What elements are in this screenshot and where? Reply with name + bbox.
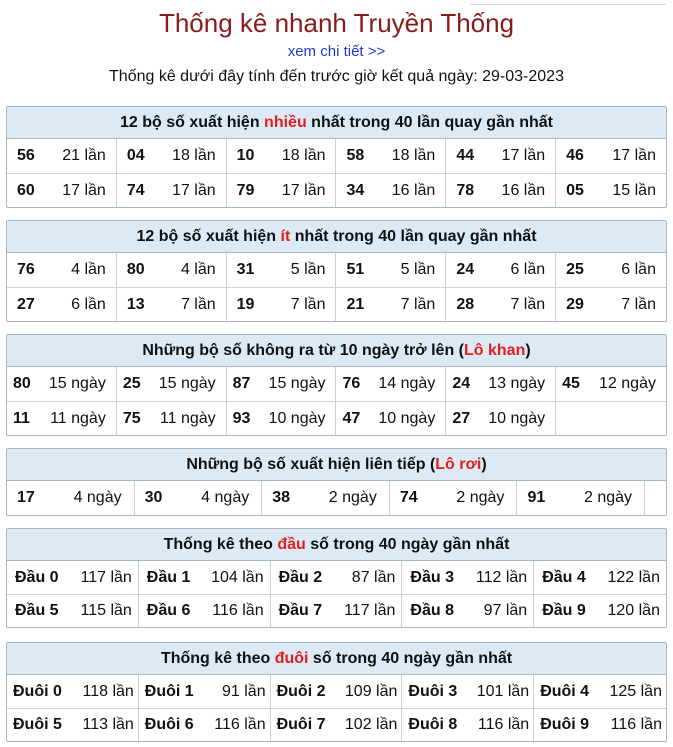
lo-khan-section <box>6 334 667 436</box>
stat-cell: 24 13 ngày <box>446 367 556 401</box>
least-frequent-row <box>7 253 666 287</box>
stat-cell: Đầu 8 97 lần <box>402 595 534 627</box>
dau-row <box>7 594 666 627</box>
stat-cell: 17 4 ngày <box>7 481 135 515</box>
top-divider <box>470 4 666 5</box>
stats-date-subtitle: Thống kê dưới đây tính đến trước giờ kết quả ngày: 29-03-2023 <box>109 68 564 85</box>
stat-cell: Đuôi 3 101 lần <box>402 675 534 708</box>
stat-cell: 27 6 lần <box>7 288 117 321</box>
stat-cell: 74 2 ngày <box>390 481 518 515</box>
stat-cell: Đầu 1 104 lần <box>139 561 271 594</box>
stat-cell: 80 4 lần <box>117 253 227 287</box>
stat-cell: 76 14 ngày <box>336 367 446 401</box>
stat-cell: 29 7 lần <box>566 295 656 313</box>
duoi-row <box>7 708 666 741</box>
stat-cell: 10 18 lần <box>227 139 337 173</box>
stat-cell: Đầu 7 117 lần <box>271 595 403 627</box>
lo-khan-row <box>7 401 666 435</box>
stat-cell: 31 5 lần <box>227 253 337 287</box>
least-frequent-title: 12 bộ số xuất hiện ít nhất trong 40 lần quay gần nhất <box>7 221 666 253</box>
page-title: Thống kê nhanh Truyền Thống <box>158 8 515 38</box>
stat-cell: Đầu 3 112 lần <box>402 561 534 594</box>
stat-cell: Đuôi 2 109 lần <box>271 675 403 708</box>
stat-cell: 30 4 ngày <box>135 481 263 515</box>
stat-cell: Đầu 2 87 lần <box>271 561 403 594</box>
stat-cell: 38 2 ngày <box>262 481 390 515</box>
empty-cell <box>556 402 666 435</box>
stat-cell: 87 15 ngày <box>227 367 337 401</box>
stat-cell: 27 10 ngày <box>446 402 556 435</box>
stat-cell: 21 7 lần <box>336 288 446 321</box>
lo-roi-title: Những bộ số xuất hiện liên tiếp (Lô rơi) <box>7 449 666 481</box>
most-frequent-row <box>7 139 666 173</box>
stat-cell: 44 17 lần <box>446 139 556 173</box>
stat-cell: Đuôi 6 116 lần <box>139 709 271 741</box>
duoi-section <box>6 642 667 742</box>
stat-cell: Đầu 5 115 lần <box>7 595 139 627</box>
stat-cell: 28 7 lần <box>446 288 556 321</box>
duoi-row <box>7 675 666 708</box>
stat-cell: 04 18 lần <box>117 139 227 173</box>
page-header <box>0 6 673 88</box>
stat-cell: 24 6 lần <box>446 253 556 287</box>
stat-cell: 78 16 lần <box>446 174 556 207</box>
least-frequent-row <box>7 287 666 321</box>
stat-cell: 45 12 ngày <box>562 375 656 392</box>
lo-khan-title: Những bộ số không ra từ 10 ngày trở lên (Lô khan) <box>7 335 666 367</box>
stat-cell: 93 10 ngày <box>227 402 337 435</box>
dau-section <box>6 528 667 628</box>
stat-cell: Đầu 4 122 lần <box>542 568 660 586</box>
stat-cell: Đuôi 1 91 lần <box>139 675 271 708</box>
stat-cell: Đuôi 5 113 lần <box>7 709 139 741</box>
stat-cell: Đuôi 9 116 lần <box>540 716 662 733</box>
most-frequent-title: 12 bộ số xuất hiện nhiều nhất trong 40 lần quay gần nhất <box>7 107 666 139</box>
stat-cell: Đuôi 8 116 lần <box>402 709 534 741</box>
stat-cell: 05 15 lần <box>566 181 656 199</box>
stat-cell: 56 21 lần <box>7 139 117 173</box>
most-frequent-section <box>6 106 667 208</box>
stat-cell: 13 7 lần <box>117 288 227 321</box>
stat-cell: 80 15 ngày <box>7 367 117 401</box>
stat-cell: 91 2 ngày <box>517 481 645 515</box>
stat-cell: Đuôi 4 125 lần <box>540 682 662 700</box>
duoi-title: Thống kê theo đuôi số trong 40 ngày gần nhất <box>7 643 666 675</box>
stat-cell: 79 17 lần <box>227 174 337 207</box>
dau-title: Thống kê theo đầu số trong 40 ngày gần nhất <box>7 529 666 561</box>
lo-roi-row <box>7 481 666 515</box>
lo-khan-row <box>7 367 666 401</box>
most-frequent-row <box>7 173 666 207</box>
stat-cell: 58 18 lần <box>336 139 446 173</box>
stat-cell: Đầu 0 117 lần <box>7 561 139 594</box>
stat-cell: Đuôi 7 102 lần <box>271 709 403 741</box>
stat-cell: 75 11 ngày <box>117 402 227 435</box>
stat-cell: 76 4 lần <box>7 253 117 287</box>
empty-cell <box>645 481 666 515</box>
detail-link[interactable]: xem chi tiết >> <box>287 43 386 60</box>
stat-cell: 11 11 ngày <box>7 402 117 435</box>
stat-cell: 25 6 lần <box>566 261 656 278</box>
least-frequent-section <box>6 220 667 322</box>
stat-cell: Đuôi 0 118 lần <box>7 675 139 708</box>
stat-cell: 60 17 lần <box>7 174 117 207</box>
dau-row <box>7 561 666 594</box>
stat-cell: 51 5 lần <box>336 253 446 287</box>
stat-cell: 46 17 lần <box>566 147 656 164</box>
stat-cell: 34 16 lần <box>336 174 446 207</box>
stat-cell: 19 7 lần <box>227 288 337 321</box>
stat-cell: Đầu 9 120 lần <box>542 602 660 619</box>
lo-roi-section <box>6 448 667 516</box>
stat-cell: Đầu 6 116 lần <box>139 595 271 627</box>
stat-cell: 47 10 ngày <box>336 402 446 435</box>
stat-cell: 25 15 ngày <box>117 367 227 401</box>
stat-cell: 74 17 lần <box>117 174 227 207</box>
